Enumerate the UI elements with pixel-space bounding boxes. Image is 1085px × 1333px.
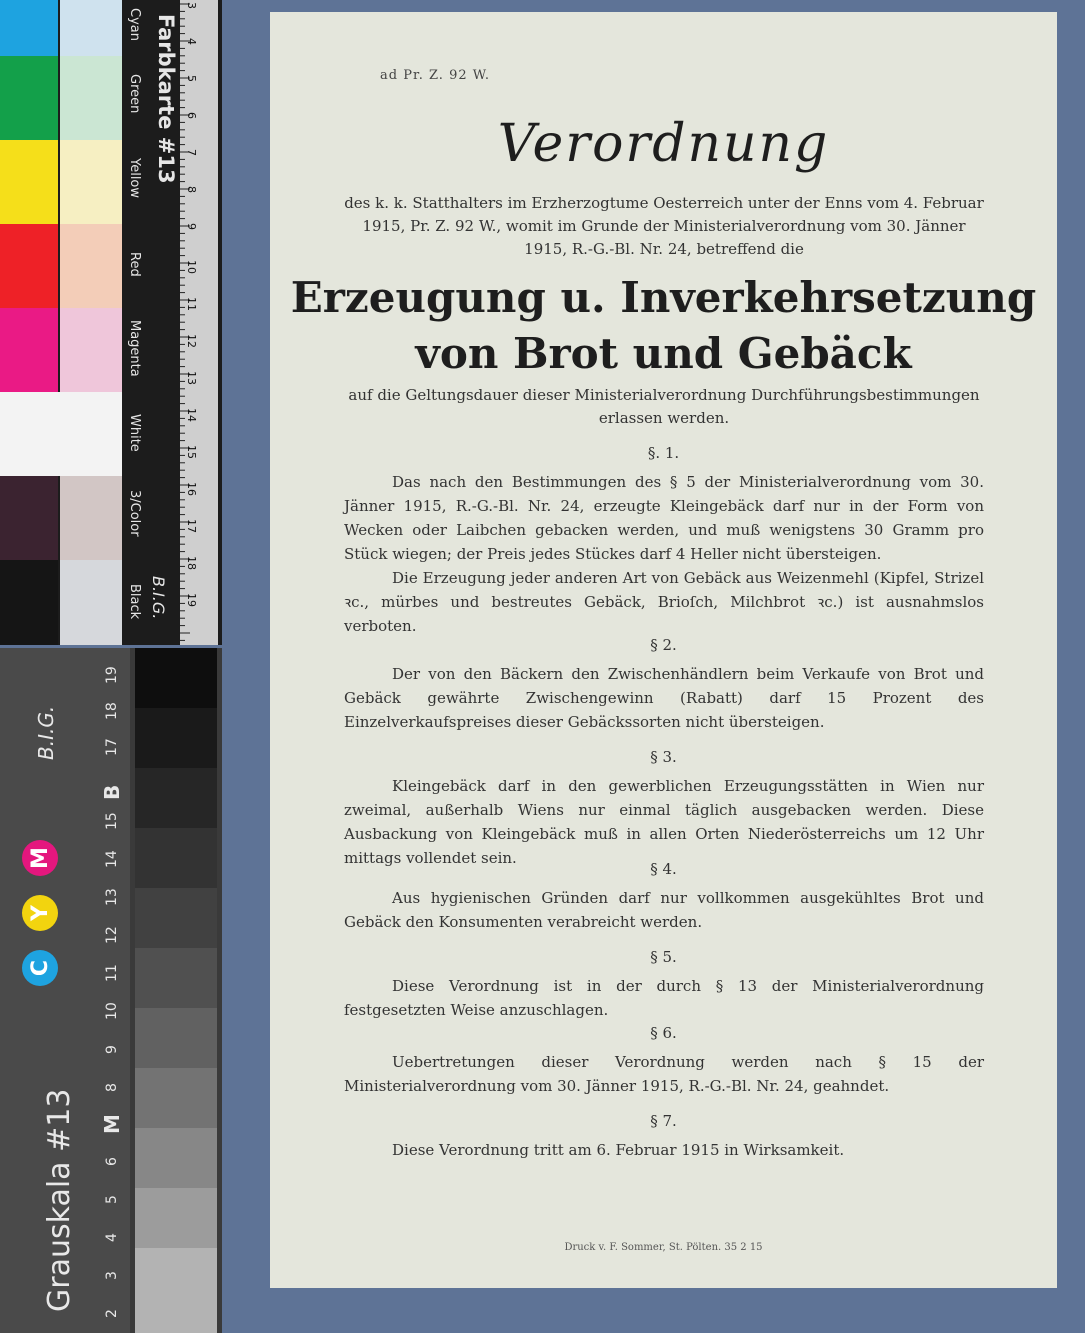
ruler-number: 18 <box>185 556 198 570</box>
swatch-label-cyan: Cyan <box>127 8 142 41</box>
gray-step <box>135 768 217 828</box>
document-title: Verordnung <box>497 114 830 174</box>
yellow-dot-icon: Y <box>22 895 58 931</box>
section-paragraph <box>344 1138 984 1162</box>
gray-scale-number: 9 <box>104 1045 120 1054</box>
swatch-label-magenta: Magenta <box>127 320 142 377</box>
ruler-number: 8 <box>185 186 198 193</box>
section-label: § 4. <box>650 860 677 878</box>
ruler-number: 14 <box>185 408 198 422</box>
gray-step <box>135 648 217 708</box>
section-label: §. 1. <box>647 444 680 462</box>
cyan-swatch <box>0 0 58 56</box>
ruler-number: 16 <box>185 482 198 496</box>
gray-step <box>135 948 217 1008</box>
ruler-number: 7 <box>185 149 198 156</box>
section-label: § 5. <box>650 948 677 966</box>
gray-scale-number: 4 <box>104 1233 120 1242</box>
paragraph-text: Diese Verordnung ist in der durch § 13 der Ministerialverordnung festgesetzten Weise anzuschlagen. <box>344 977 984 1019</box>
cyan-light-swatch <box>60 0 122 56</box>
green-swatch <box>0 56 58 140</box>
magenta-dot-icon: M <box>22 840 58 876</box>
gray-scale-number: 2 <box>104 1309 120 1318</box>
section-label: § 7. <box>650 1112 677 1130</box>
yellow-swatch <box>0 140 58 224</box>
ruler-number: 3 <box>185 2 198 9</box>
document-sheet <box>270 12 1057 1288</box>
gray-scale-number: 15 <box>104 812 120 830</box>
gray-scale-number: 14 <box>104 850 120 868</box>
black-light-swatch <box>60 560 122 645</box>
paragraph-text: Der von den Bäckern den Zwischenhändlern beim Verkaufe von Brot und Gebäck gewährte Zwischengewinn (Rabatt) darf 15 Prozent des Einzelverkaufspreises dieser Gebäckssorten nicht übersteigen. <box>344 665 984 731</box>
section-label: § 3. <box>650 748 677 766</box>
magenta-swatch <box>0 308 58 392</box>
ruler-number: 19 <box>185 593 198 607</box>
gray-scale-number: 10 <box>104 1002 120 1020</box>
gray-step <box>135 1128 217 1188</box>
three-color-swatch <box>0 476 58 560</box>
section-paragraph <box>344 974 984 1022</box>
ruler-number: 10 <box>185 260 198 274</box>
gray-step <box>135 828 217 888</box>
ruler-number: 17 <box>185 519 198 533</box>
ruler-number: 11 <box>185 297 198 311</box>
gray-scale-brand: B.I.G. <box>34 705 58 760</box>
headline <box>270 270 1057 382</box>
section-paragraph <box>344 1050 984 1098</box>
gray-scale-number: 18 <box>104 702 120 720</box>
gray-step <box>135 1188 217 1248</box>
section-paragraph <box>344 662 984 734</box>
gray-scale-number: 17 <box>104 738 120 756</box>
yellow-light-swatch <box>60 140 122 224</box>
section-paragraph <box>344 886 984 934</box>
swatch-label-yellow: Yellow <box>127 158 142 199</box>
intro-text: des k. k. Statthalters im Erzherzogtume Oesterreich unter der Enns vom 4. Februar 1915, Pr. Z. 92 W., womit im Grunde der Ministerialverordnung vom 30. Jänner 1915, R.-G.-Bl. Nr. 24, betreffend die <box>344 194 984 258</box>
gray-step <box>135 1248 217 1333</box>
ruler-number: 4 <box>185 38 198 45</box>
color-chart <box>0 0 222 645</box>
section-paragraph <box>344 566 984 638</box>
red-light-swatch <box>60 224 122 308</box>
swatch-label-white: White <box>127 414 142 452</box>
ruler-number: 15 <box>185 445 198 459</box>
green-light-swatch <box>60 56 122 140</box>
ruler-number: 13 <box>185 371 198 385</box>
chart-title: Farbkarte #13 <box>154 14 178 184</box>
gray-scale-letter: M <box>100 1114 124 1134</box>
ruler-number: 5 <box>185 75 198 82</box>
white-swatch <box>0 392 122 476</box>
section-paragraph <box>344 774 984 870</box>
section-paragraph <box>344 470 984 566</box>
gray-scale-number: 19 <box>104 666 120 684</box>
section-label: § 2. <box>650 636 677 654</box>
printer-imprint: Druck v. F. Sommer, St. Pölten. 35 2 15 <box>564 1242 763 1253</box>
ruler-ticks <box>180 0 218 645</box>
ruler-number: 12 <box>185 334 198 348</box>
gray-scale-number: 12 <box>104 926 120 944</box>
gray-step <box>135 1008 217 1068</box>
ruler-number: 6 <box>185 112 198 119</box>
swatch-label-black: Black <box>127 584 142 620</box>
gray-step <box>135 708 217 768</box>
gray-scale-number: 5 <box>104 1195 120 1204</box>
magenta-light-swatch <box>60 308 122 392</box>
black-swatch <box>0 560 58 645</box>
paragraph-text: Uebertretungen dieser Verordnung werden nach § 15 der Ministerialverordnung vom 30. Jänner 1915, R.-G.-Bl. Nr. 24, geahndet. <box>344 1053 984 1095</box>
ruler-number: 9 <box>185 223 198 230</box>
ruler <box>180 0 218 645</box>
paragraph-text: Diese Verordnung tritt am 6. Februar 1915 in Wirksamkeit. <box>392 1141 845 1159</box>
section-label: § 6. <box>650 1024 677 1042</box>
gray-scale-title: Grauskala #13 <box>42 1088 77 1312</box>
gray-scale-number: 6 <box>104 1157 120 1166</box>
paragraph-text: Die Erzeugung jeder anderen Art von Gebäck aus Weizenmehl (Kipfel, Strizel ꝛc., mürbes und bestreutes Gebäck, Brioſch, Milchbrot ꝛc.) ist ausnahmslos verboten. <box>344 569 984 635</box>
swatch-label-green: Green <box>127 74 142 114</box>
gray-scale-number: 3 <box>104 1271 120 1280</box>
paragraph-text: Kleingebäck darf in den gewerblichen Erzeugungsstätten in Wien nur zweimal, außerhalb Wiens nur einmal täglich ausgebacken werden. Diese Ausbackung von Kleingebäck muß in allen Orten Niederösterreichs um 12 Uhr mittags vollendet sein. <box>344 777 984 867</box>
paragraph-text: Das nach den Bestimmungen des § 5 der Ministerialverordnung vom 30. Jänner 1915, R.-G.-Bl. Nr. 24, erzeugte Kleingebäck darf nur in der Form von Wecken oder Laibchen gebacken werden, und muß wenigstens 30 Gramm pro Stück wiegen; der Preis jedes Stückes darf 4 Heller nicht übersteigen. <box>344 473 984 563</box>
subintro-text: auf die Geltungsdauer dieser Ministerialverordnung Durchführungsbestimmungen erlassen werden. <box>348 386 980 427</box>
headline-line-2: von Brot und Gebäck <box>415 329 912 378</box>
three-color-light-swatch <box>60 476 122 560</box>
gray-step <box>135 888 217 948</box>
paragraph-text: Aus hygienischen Gründen darf nur vollkommen ausgekühltes Brot und Gebäck den Konsumenten verabreicht werden. <box>344 889 984 931</box>
swatch-label-3color: 3/Color <box>127 490 142 537</box>
headline-line-1: Erzeugung u. Inverkehrsetzung <box>290 273 1037 322</box>
swatch-label-red: Red <box>127 252 142 277</box>
red-swatch <box>0 224 58 308</box>
gray-scale-number: 8 <box>104 1083 120 1092</box>
brand-label: B.I.G. <box>149 576 168 620</box>
gray-step <box>135 1068 217 1128</box>
gray-scale-number: 11 <box>104 964 120 982</box>
gray-scale-letter: B <box>100 784 124 800</box>
gray-scale-number: 13 <box>104 888 120 906</box>
cyan-dot-icon: C <box>22 950 58 986</box>
reference-number: ad Pr. Z. 92 W. <box>380 68 490 83</box>
